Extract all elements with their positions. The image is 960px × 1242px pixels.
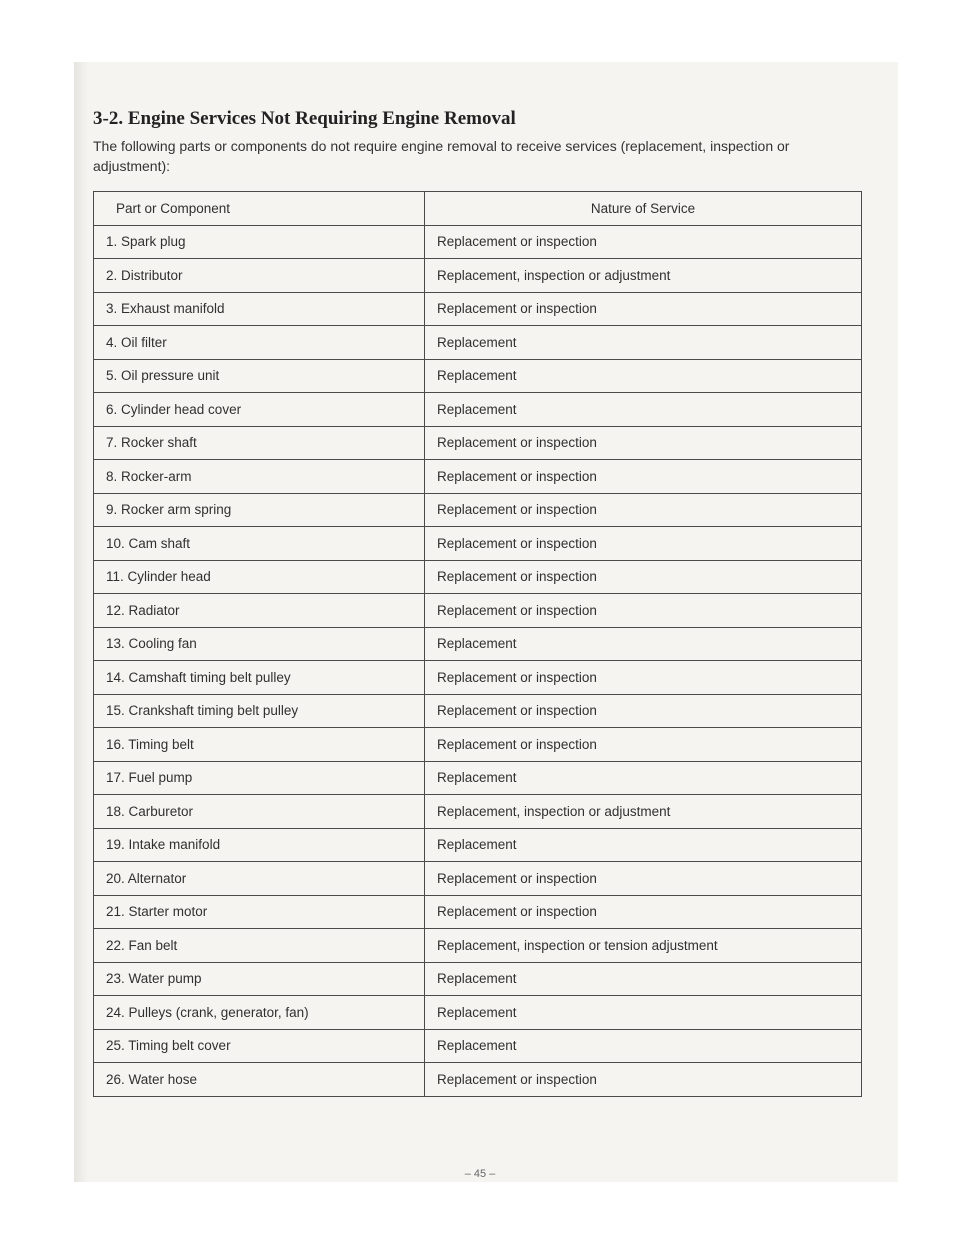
table-row: [94, 527, 862, 561]
table-body: [94, 225, 862, 1096]
service-cell: Replacement or inspection: [425, 560, 862, 594]
service-cell: Replacement, inspection or adjustment: [425, 259, 862, 293]
service-cell: Replacement, inspection or adjustment: [425, 795, 862, 829]
table-row: [94, 1063, 862, 1097]
table-row: [94, 962, 862, 996]
service-cell: Replacement: [425, 393, 862, 427]
table-row: [94, 292, 862, 326]
table-row: [94, 460, 862, 494]
part-cell: 22. Fan belt: [94, 929, 425, 963]
part-cell: 2. Distributor: [94, 259, 425, 293]
part-cell: 10. Cam shaft: [94, 527, 425, 561]
column-header-service: Nature of Service: [425, 192, 862, 226]
scan-edge: [74, 62, 88, 1182]
service-cell: Replacement or inspection: [425, 292, 862, 326]
service-cell: Replacement or inspection: [425, 225, 862, 259]
service-cell: Replacement: [425, 996, 862, 1030]
part-cell: 11. Cylinder head: [94, 560, 425, 594]
part-cell: 24. Pulleys (crank, generator, fan): [94, 996, 425, 1030]
part-cell: 14. Camshaft timing belt pulley: [94, 661, 425, 695]
table-row: [94, 895, 862, 929]
part-cell: 26. Water hose: [94, 1063, 425, 1097]
service-cell: Replacement: [425, 326, 862, 360]
table-row: [94, 996, 862, 1030]
table-row: [94, 393, 862, 427]
table-row: [94, 728, 862, 762]
service-cell: Replacement or inspection: [425, 694, 862, 728]
service-cell: Replacement or inspection: [425, 895, 862, 929]
service-cell: Replacement or inspection: [425, 527, 862, 561]
part-cell: 18. Carburetor: [94, 795, 425, 829]
part-cell: 12. Radiator: [94, 594, 425, 628]
service-cell: Replacement: [425, 761, 862, 795]
part-cell: 16. Timing belt: [94, 728, 425, 762]
part-cell: 21. Starter motor: [94, 895, 425, 929]
part-cell: 4. Oil filter: [94, 326, 425, 360]
table-row: [94, 1029, 862, 1063]
intro-paragraph: The following parts or components do not require engine removal to receive services (replacement, inspection or adjustment):: [93, 138, 790, 174]
service-cell: Replacement or inspection: [425, 728, 862, 762]
table-row: [94, 326, 862, 360]
table-row: [94, 795, 862, 829]
table-row: [94, 493, 862, 527]
column-header-part: Part or Component: [94, 192, 425, 226]
service-cell: Replacement: [425, 828, 862, 862]
service-cell: Replacement: [425, 962, 862, 996]
service-cell: Replacement, inspection or tension adjustment: [425, 929, 862, 963]
part-cell: 3. Exhaust manifold: [94, 292, 425, 326]
part-cell: 19. Intake manifold: [94, 828, 425, 862]
table-row: [94, 225, 862, 259]
table-header-row: [94, 192, 862, 226]
service-cell: Replacement or inspection: [425, 862, 862, 896]
service-cell: Replacement: [425, 359, 862, 393]
part-cell: 5. Oil pressure unit: [94, 359, 425, 393]
service-cell: Replacement or inspection: [425, 1063, 862, 1097]
table-row: [94, 761, 862, 795]
service-cell: Replacement: [425, 627, 862, 661]
service-cell: Replacement or inspection: [425, 460, 862, 494]
service-table: [93, 191, 862, 1097]
part-cell: 13. Cooling fan: [94, 627, 425, 661]
part-cell: 17. Fuel pump: [94, 761, 425, 795]
part-cell: 7. Rocker shaft: [94, 426, 425, 460]
part-cell: 8. Rocker-arm: [94, 460, 425, 494]
part-cell: 20. Alternator: [94, 862, 425, 896]
table-row: [94, 828, 862, 862]
table-row: [94, 259, 862, 293]
part-cell: 6. Cylinder head cover: [94, 393, 425, 427]
part-cell: 1. Spark plug: [94, 225, 425, 259]
table-row: [94, 560, 862, 594]
service-cell: Replacement or inspection: [425, 426, 862, 460]
table-row: [94, 661, 862, 695]
table-row: [94, 694, 862, 728]
part-cell: 25. Timing belt cover: [94, 1029, 425, 1063]
part-cell: 9. Rocker arm spring: [94, 493, 425, 527]
section-heading: 3-2. Engine Services Not Requiring Engine Removal: [93, 108, 516, 129]
part-cell: 23. Water pump: [94, 962, 425, 996]
table-row: [94, 929, 862, 963]
service-cell: Replacement: [425, 1029, 862, 1063]
table-row: [94, 359, 862, 393]
table-row: [94, 862, 862, 896]
page-number: – 45 –: [464, 1168, 496, 1180]
table-row: [94, 426, 862, 460]
service-cell: Replacement or inspection: [425, 661, 862, 695]
service-cell: Replacement or inspection: [425, 594, 862, 628]
service-cell: Replacement or inspection: [425, 493, 862, 527]
table-row: [94, 594, 862, 628]
table-row: [94, 627, 862, 661]
part-cell: 15. Crankshaft timing belt pulley: [94, 694, 425, 728]
